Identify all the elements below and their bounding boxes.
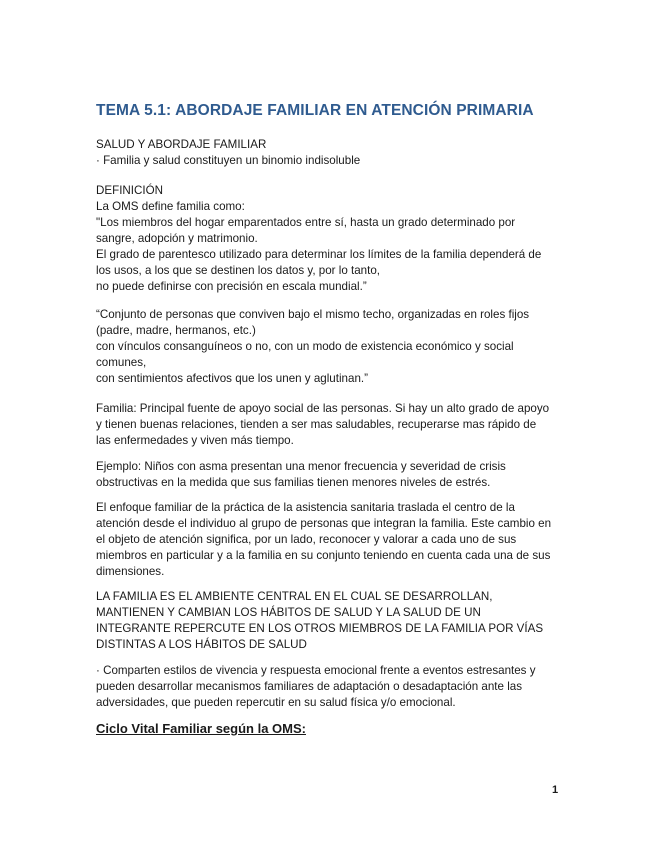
salud-heading: SALUD Y ABORDAJE FAMILIAR	[96, 138, 267, 151]
page-number: 1	[552, 784, 559, 796]
quote-line-4: comunes,	[96, 356, 147, 369]
definicion-line-2: "Los miembros del hogar emparentados entre sí, hasta un grado determinado por	[96, 216, 516, 229]
definicion-line-4: El grado de parentesco utilizado para determinar los límites de la familia dependerá de	[96, 248, 542, 261]
enfoque-line-2: atención desde el individuo al grupo de personas que integran la familia. Este cambio en	[96, 517, 552, 530]
enfoque-line-4: miembros en particular y a la familia en su conjunto teniendo en cuenta cada una de sus	[96, 549, 551, 562]
familia-line-1: Familia: Principal fuente de apoyo social de las personas. Si hay un alto grado de apoyo	[96, 402, 550, 415]
quote-line-5: con sentimientos afectivos que los unen y aglutinan.”	[96, 372, 368, 385]
comparten-line-1: · Comparten estilos de vivencia y respuesta emocional frente a eventos estresantes y	[96, 664, 536, 677]
document-title: TEMA 5.1: ABORDAJE FAMILIAR EN ATENCIÓN PRIMARIA	[96, 102, 534, 119]
quote-line-2: (padre, madre, hermanos, etc.)	[96, 324, 256, 337]
enfoque-paragraph	[96, 500, 566, 580]
ejemplo-paragraph	[96, 459, 566, 491]
ambiente-line-4: DISTINTAS A LOS HÁBITOS DE SALUD	[96, 638, 307, 651]
ejemplo-line-1: Ejemplo: Niños con asma presentan una menor frecuencia y severidad de crisis	[96, 460, 506, 473]
definicion-section	[96, 183, 566, 295]
ejemplo-line-2: obstructivas en la medida que sus familias tienen menores niveles de estrés.	[96, 476, 491, 489]
ambiente-line-2: MANTIENEN Y CAMBIAN LOS HÁBITOS DE SALUD Y LA SALUD DE UN	[96, 606, 481, 619]
salud-line-1: · Familia y salud constituyen un binomio indisoluble	[96, 154, 361, 167]
comparten-line-3: adversidades, que pueden repercutir en su salud física y/o emocional.	[96, 696, 456, 709]
definicion-heading: DEFINICIÓN	[96, 184, 163, 197]
familia-line-3: las enfermedades y viven más tiempo.	[96, 434, 294, 447]
ambiente-line-1: LA FAMILIA ES EL AMBIENTE CENTRAL EN EL CUAL SE DESARROLLAN,	[96, 590, 493, 603]
definicion-line-1: La OMS define familia como:	[96, 200, 245, 213]
cycle-section-title: Ciclo Vital Familiar según la OMS:	[96, 721, 306, 736]
ambiente-paragraph	[96, 589, 566, 653]
familia-line-2: y tienen buenas relaciones, tienden a ser mas saludables, recuperarse mas rápido de	[96, 418, 537, 431]
enfoque-line-5: dimensiones.	[96, 565, 165, 578]
ambiente-line-3: INTEGRANTE REPERCUTE EN LOS OTROS MIEMBROS DE LA FAMILIA POR VÍAS	[96, 622, 544, 635]
quote-line-1: “Conjunto de personas que conviven bajo el mismo techo, organizadas en roles fijos	[96, 308, 530, 321]
enfoque-line-1: El enfoque familiar de la práctica de la asistencia sanitaria traslada el centro de la	[96, 501, 515, 514]
comparten-paragraph	[96, 663, 566, 711]
quote-section	[96, 307, 566, 387]
comparten-line-2: pueden desarrollar mecanismos familiares de adaptación o desadaptación ante las	[96, 680, 523, 693]
familia-paragraph	[96, 401, 566, 449]
enfoque-line-3: el objeto de atención significa, por un lado, reconocer y valorar a cada uno de sus	[96, 533, 517, 546]
definicion-line-6: no puede definirse con precisión en escala mundial.”	[96, 280, 367, 293]
definicion-line-3: sangre, adopción y matrimonio.	[96, 232, 258, 245]
salud-section	[96, 137, 566, 169]
quote-line-3: con vínculos consanguíneos o no, con un modo de existencia económico y social	[96, 340, 514, 353]
definicion-line-5: los usos, a los que se destinen los datos y, por lo tanto,	[96, 264, 381, 277]
